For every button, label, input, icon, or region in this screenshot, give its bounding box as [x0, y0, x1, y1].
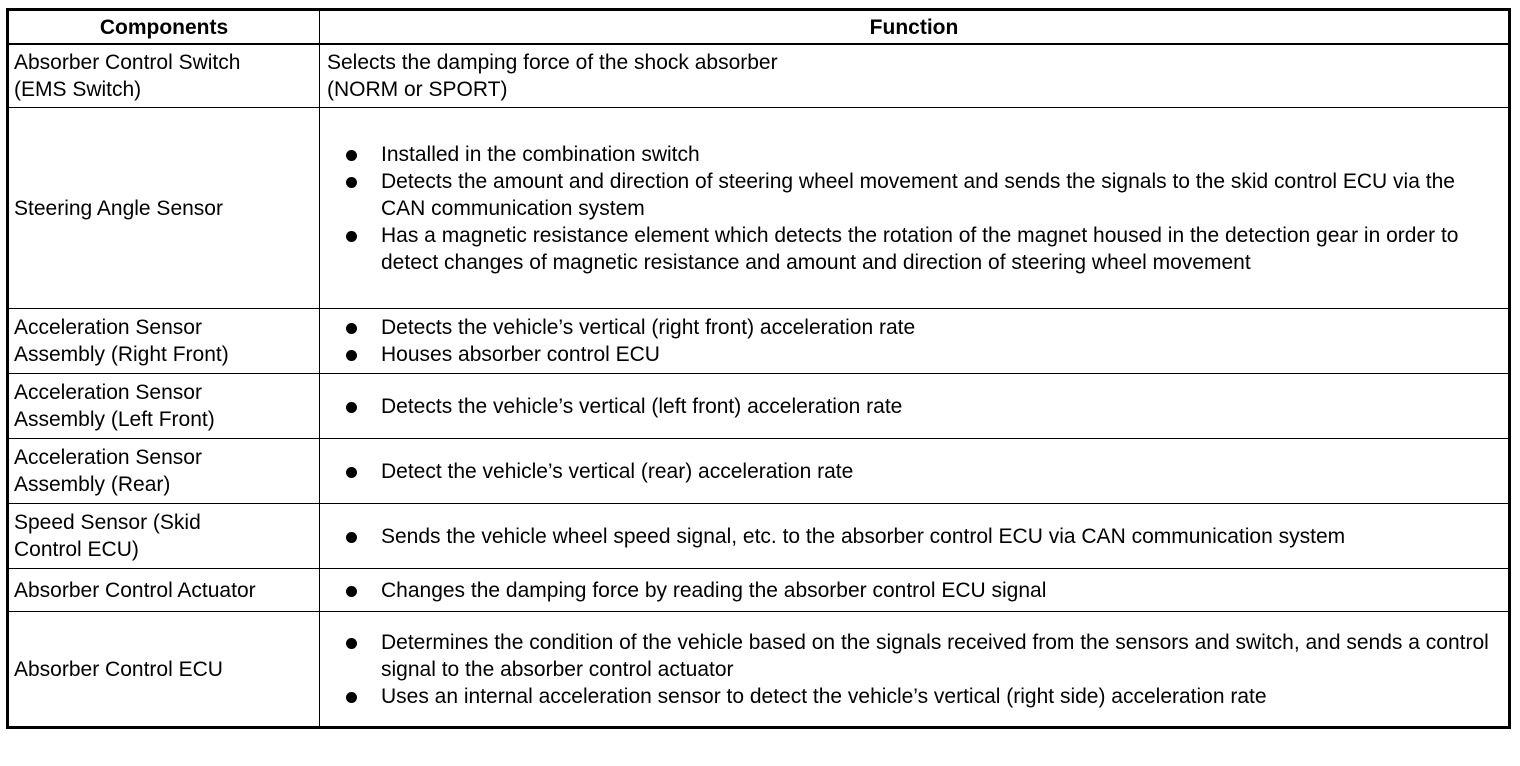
function-bullet: Has a magnetic resistance element which detects the rotation of the magnet housed in the detection gear in order to detect changes of magnetic resistance and amount and direction of steering wheel movement [326, 222, 1502, 276]
component-cell [8, 504, 320, 569]
function-bullet-list [326, 393, 1502, 420]
component-cell [8, 569, 320, 612]
function-cell [320, 108, 1510, 309]
component-cell [8, 44, 320, 108]
function-bullet-list [326, 458, 1502, 485]
component-name-line: Acceleration Sensor [14, 446, 202, 469]
function-bullet-list [326, 141, 1502, 276]
function-bullet-list [326, 577, 1502, 604]
component-cell [8, 612, 320, 728]
component-name-line: Assembly (Right Front) [14, 343, 229, 366]
function-bullet: Detects the vehicle’s vertical (left front) acceleration rate [326, 393, 1502, 420]
table-row [8, 569, 1510, 612]
function-cell [320, 309, 1510, 374]
header-components: Components [8, 10, 320, 45]
table-row [8, 439, 1510, 504]
component-name-line: Control ECU) [14, 538, 139, 561]
function-text-line: (NORM or SPORT) [327, 78, 508, 101]
component-cell [8, 108, 320, 309]
document-page [6, 8, 1508, 729]
function-bullet-list [326, 314, 1502, 368]
function-bullet: Installed in the combination switch [326, 141, 1502, 168]
function-bullet: Detects the amount and direction of steering wheel movement and sends the signals to the skid control ECU via the CAN communication system [326, 168, 1502, 222]
function-text-line: Selects the damping force of the shock absorber [327, 51, 778, 74]
component-name-line: Speed Sensor (Skid [14, 511, 201, 534]
component-name-line: Absorber Control ECU [14, 657, 223, 681]
table-row [8, 309, 1510, 374]
function-cell [320, 569, 1510, 612]
function-cell [320, 44, 1510, 108]
table-row [8, 374, 1510, 439]
table-row [8, 612, 1510, 728]
function-bullet: Sends the vehicle wheel speed signal, etc. to the absorber control ECU via CAN communication system [326, 523, 1502, 550]
function-bullet: Detect the vehicle’s vertical (rear) acceleration rate [326, 458, 1502, 485]
component-name-line: Acceleration Sensor [14, 381, 202, 404]
function-cell [320, 439, 1510, 504]
component-name-line: Assembly (Left Front) [14, 408, 215, 431]
function-bullet: Detects the vehicle’s vertical (right front) acceleration rate [326, 314, 1502, 341]
function-bullet: Determines the condition of the vehicle based on the signals received from the sensors and switch, and sends a control signal to the absorber control actuator [326, 629, 1502, 683]
function-cell [320, 504, 1510, 569]
function-cell [320, 374, 1510, 439]
function-bullet: Uses an internal acceleration sensor to detect the vehicle’s vertical (right side) acceleration rate [326, 683, 1502, 710]
function-bullet: Changes the damping force by reading the absorber control ECU signal [326, 577, 1502, 604]
component-cell [8, 439, 320, 504]
function-bullet: Houses absorber control ECU [326, 341, 1502, 368]
component-name-line: Absorber Control Actuator [14, 578, 256, 602]
table-row [8, 504, 1510, 569]
component-name-line: Steering Angle Sensor [14, 196, 223, 220]
component-cell [8, 374, 320, 439]
table-row [8, 44, 1510, 108]
component-cell [8, 309, 320, 374]
table-header-row [8, 10, 1510, 45]
components-function-table [6, 8, 1511, 729]
component-name-line: (EMS Switch) [14, 78, 142, 101]
table-row [8, 108, 1510, 309]
component-name-line: Acceleration Sensor [14, 316, 202, 339]
component-name-line: Assembly (Rear) [14, 473, 171, 496]
component-name-line: Absorber Control Switch [14, 51, 241, 74]
function-bullet-list [326, 523, 1502, 550]
function-cell [320, 612, 1510, 728]
header-function: Function [320, 10, 1510, 45]
function-bullet-list [326, 629, 1502, 710]
